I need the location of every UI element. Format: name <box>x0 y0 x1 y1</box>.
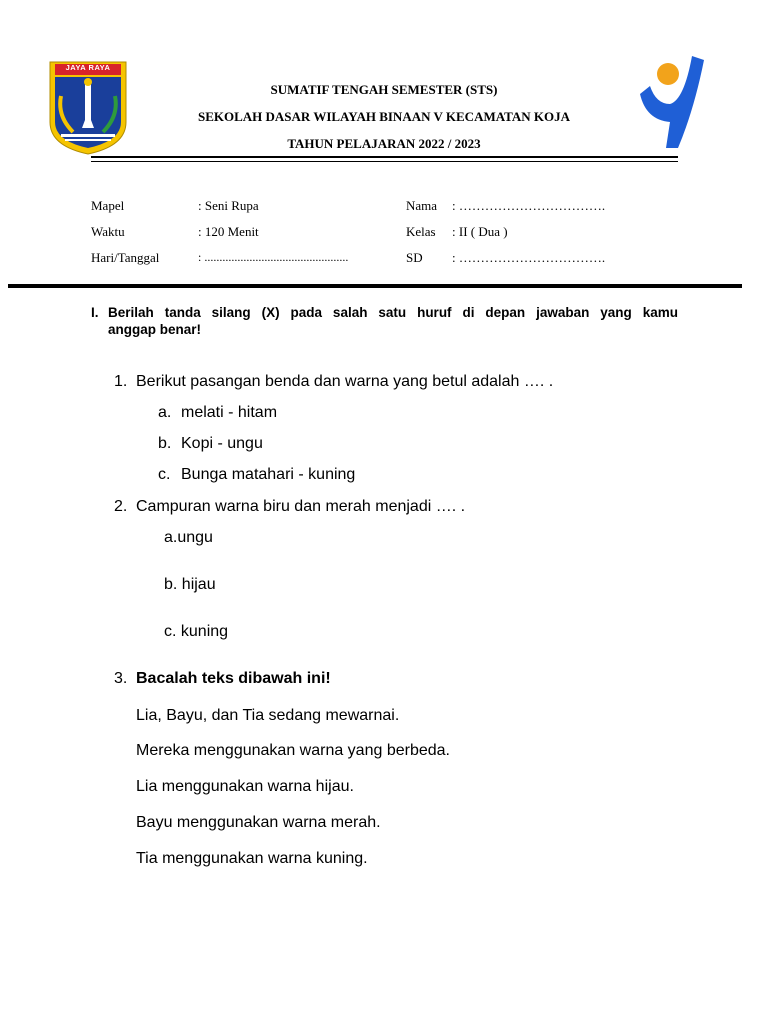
kelas-label: Kelas <box>406 224 436 239</box>
nama-value: : ……………………………. <box>452 198 606 213</box>
sd-value: : ……………………………. <box>452 250 606 265</box>
sd-label: SD <box>406 250 423 265</box>
section-divider <box>8 284 742 288</box>
instruction-line-2: anggap benar! <box>108 322 202 337</box>
question-2-text: Campuran warna biru dan merah menjadi …. . <box>136 498 466 515</box>
question-1-option-a-letter: a. <box>158 404 172 421</box>
question-2-option-b: b. hijau <box>164 576 216 593</box>
kelas-value: : II ( Dua ) <box>452 224 508 239</box>
question-1-option-a: melati - hitam <box>181 404 278 421</box>
question-1-option-c-letter: c. <box>158 466 171 483</box>
instruction-line-1: Berilah tanda silang (X) pada salah satu huruf di depan jawaban yang kamu <box>108 305 678 320</box>
passage-line-1: Lia, Bayu, dan Tia sedang mewarnai. <box>136 707 400 724</box>
mapel-label: Mapel <box>91 198 125 213</box>
title-line-1: SUMATIF TENGAH SEMESTER (STS) <box>270 82 498 97</box>
question-1-option-b: Kopi - ungu <box>181 435 263 452</box>
header-divider <box>91 156 678 158</box>
question-1-option-c: Bunga matahari - kuning <box>181 466 356 483</box>
title-line-2: SEKOLAH DASAR WILAYAH BINAAN V KECAMATAN KOJA <box>197 109 570 124</box>
nama-label: Nama <box>406 198 438 213</box>
mapel-value: : Seni Rupa <box>198 198 259 213</box>
header-divider-thin <box>91 161 678 162</box>
passage-line-3: Lia menggunakan warna hijau. <box>136 778 354 795</box>
hari-tanggal-label: Hari/Tanggal <box>91 250 160 265</box>
question-1-option-b-letter: b. <box>158 435 172 452</box>
emblem-banner-text: JAYA RAYA <box>65 63 111 72</box>
question-1-number: 1. <box>114 373 128 390</box>
waktu-label: Waktu <box>91 224 125 239</box>
passage-line-5: Tia menggunakan warna kuning. <box>136 850 368 867</box>
question-2-number: 2. <box>114 498 128 515</box>
hari-tanggal-value: : ................................................ <box>198 250 349 264</box>
question-1-text: Berikut pasangan benda dan warna yang betul adalah …. . <box>136 373 554 390</box>
question-2-option-c: c. kuning <box>164 623 229 640</box>
passage-line-2: Mereka menggunakan warna yang berbeda. <box>136 742 450 759</box>
passage-line-4: Bayu menggunakan warna merah. <box>136 814 381 831</box>
section-number: I. <box>91 305 99 320</box>
waktu-value: : 120 Menit <box>198 224 259 239</box>
question-3-text: Bacalah teks dibawah ini! <box>136 670 331 687</box>
title-line-3: TAHUN PELAJARAN 2022 / 2023 <box>287 136 481 151</box>
question-3-number: 3. <box>114 670 128 687</box>
question-2-option-a: a.ungu <box>164 529 213 546</box>
